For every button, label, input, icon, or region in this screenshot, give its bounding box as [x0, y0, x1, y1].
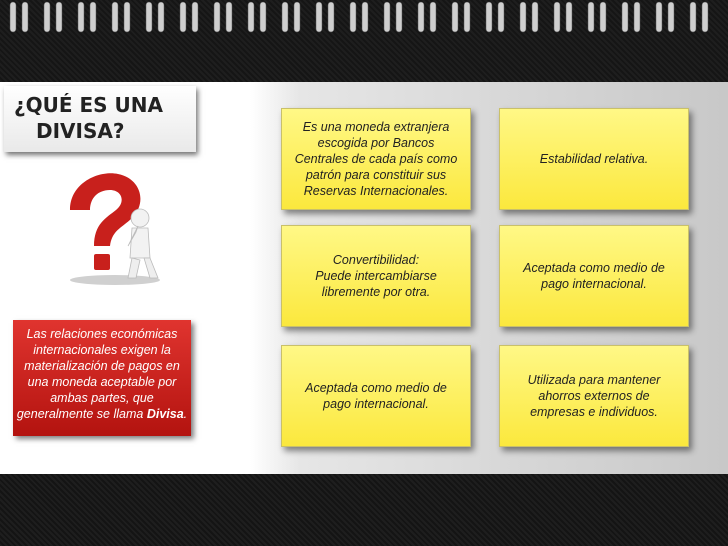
definition-term: Divisa — [146, 407, 184, 421]
top-binding-band — [0, 0, 728, 82]
binder-rings — [0, 0, 728, 40]
sticky-note — [281, 108, 471, 210]
note-text: Es una moneda extranjera escogida por Bancos Centrales de cada país como patrón para constituir sus Reservas Internacionales. — [294, 120, 458, 198]
title-card — [4, 86, 196, 152]
definition-end: . — [183, 407, 188, 421]
note-text: Aceptada como medio de pago internacional. — [305, 381, 447, 411]
note-text: Utilizada para mantener ahorros externos de empresas e individuos. — [527, 373, 661, 419]
note-text: Aceptada como medio de pago internacional. — [523, 261, 665, 291]
sticky-note — [499, 108, 689, 210]
definition-text: Las relaciones económicas internacionales exigen la materialización de pagos en una moneda aceptable por ambas partes, que generalmente se llama — [16, 327, 180, 421]
question-mark-person-icon — [40, 162, 180, 287]
bottom-band — [0, 474, 728, 546]
note-text: Convertibilidad: Puede intercambiarse libremente por otra. — [315, 253, 437, 299]
sticky-note — [499, 345, 689, 447]
note-text: Estabilidad relativa. — [539, 152, 649, 166]
definition-box — [13, 320, 191, 436]
title-line-2: DIVISA? — [36, 119, 125, 143]
sticky-note — [499, 225, 689, 327]
sticky-note — [281, 225, 471, 327]
title-line-1: ¿QUÉ ES UNA — [14, 93, 163, 117]
sticky-note — [281, 345, 471, 447]
